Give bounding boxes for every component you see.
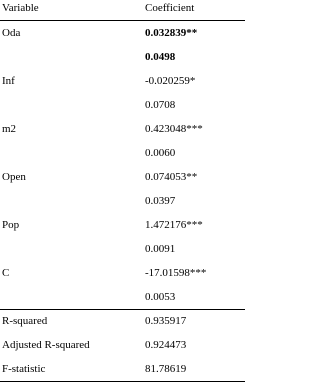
table-row (0, 165, 245, 189)
table-row (0, 45, 245, 69)
standard-error-value: 0.0708 (145, 99, 176, 111)
coefficient-value: 0.032839** (145, 27, 198, 39)
stat-row-f-statistic (0, 357, 245, 382)
header-coefficient: Coefficient (145, 2, 195, 14)
standard-error-value: 0.0060 (145, 147, 176, 159)
table-row (0, 189, 245, 213)
coefficient-value: -17.01598*** (145, 267, 207, 279)
standard-error-value: 0.0498 (145, 51, 176, 63)
header-variable: Variable (2, 2, 39, 14)
stat-row-adjusted-r-squared (0, 333, 245, 357)
table-row (0, 237, 245, 261)
table-row (0, 141, 245, 165)
table-row (0, 285, 245, 310)
stat-row-r-squared (0, 310, 245, 333)
table-row (0, 261, 245, 285)
stat-label: Adjusted R-squared (2, 339, 90, 351)
variable-name: C (2, 267, 10, 279)
stat-label: F-statistic (2, 363, 46, 375)
variable-name: Inf (2, 75, 15, 87)
standard-error-value: 0.0091 (145, 243, 176, 255)
standard-error-value: 0.0397 (145, 195, 176, 207)
table-header-row (0, 0, 245, 21)
standard-error-value: 0.0053 (145, 291, 176, 303)
stat-value: 0.935917 (145, 315, 187, 327)
coefficient-value: -0.020259* (145, 75, 196, 87)
coefficient-value: 0.423048*** (145, 123, 203, 135)
table-row (0, 117, 245, 141)
stat-value: 81.78619 (145, 363, 187, 375)
table-row (0, 213, 245, 237)
coefficient-value: 0.074053** (145, 171, 198, 183)
table-row (0, 69, 245, 93)
variable-name: Pop (2, 219, 20, 231)
variable-name: Oda (2, 27, 21, 39)
variable-name: m2 (2, 123, 17, 135)
table-row (0, 21, 245, 45)
stat-label: R-squared (2, 315, 48, 327)
table-row (0, 93, 245, 117)
variable-name: Open (2, 171, 26, 183)
stat-value: 0.924473 (145, 339, 187, 351)
coefficient-value: 1.472176*** (145, 219, 203, 231)
